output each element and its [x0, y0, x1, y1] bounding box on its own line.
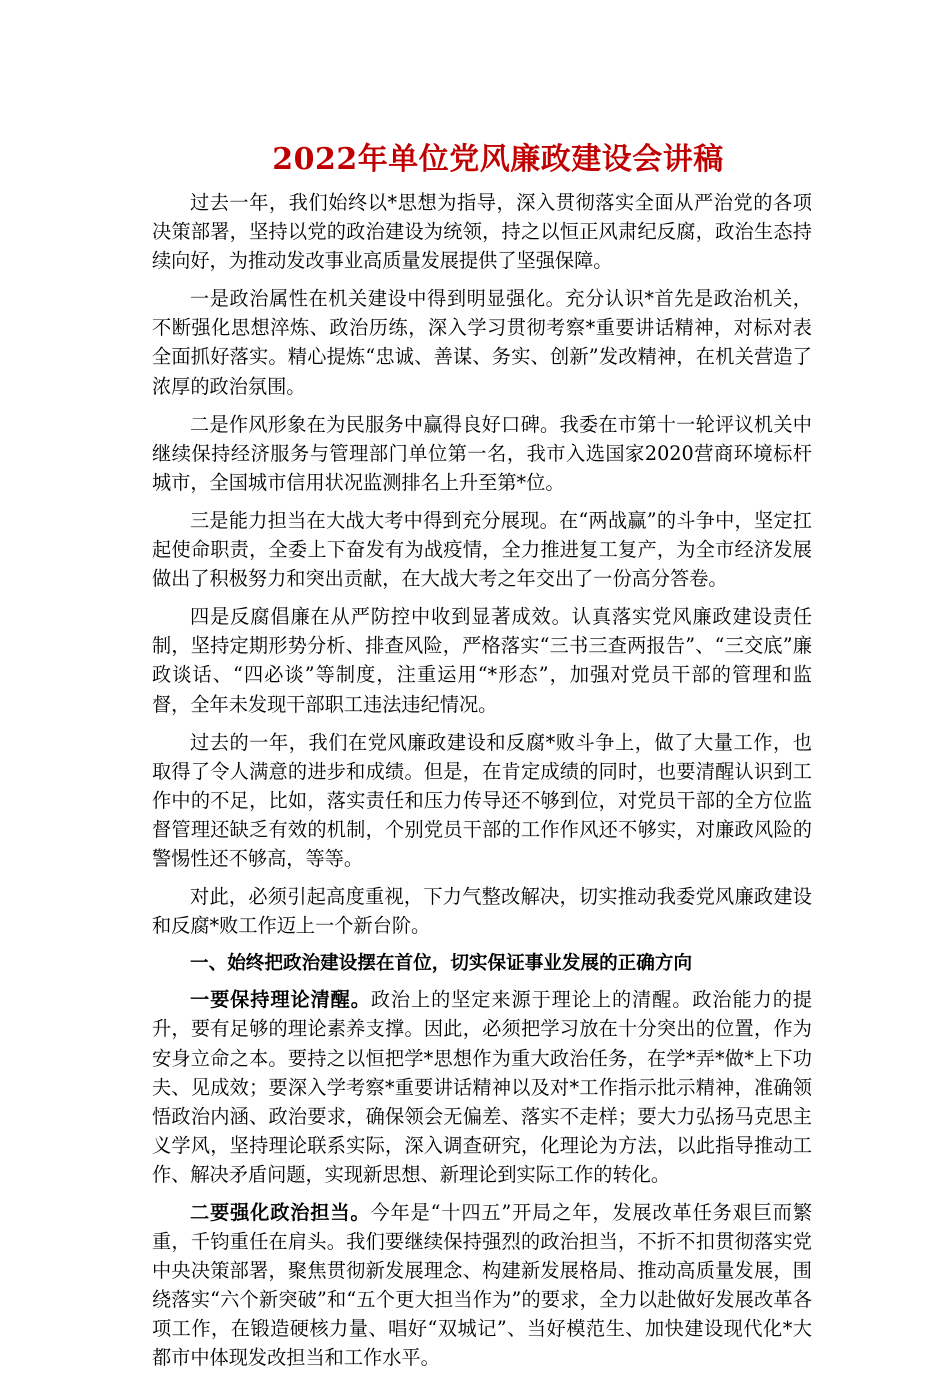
paragraph-lead: 一要保持理论清醒。 — [190, 988, 371, 1012]
paragraph-responsibility — [152, 1198, 812, 1373]
section-heading-1: 一、始终把政治建设摆在首位，切实保证事业发展的正确方向 — [190, 953, 693, 975]
paragraph-shortcomings: 过去的一年，我们在党风廉政建设和反腐*败斗争上，做了大量工作，也取得了令人满意的进步和成绩。但是，在肯定成绩的同时，也要清醒认识到工作中的不足，比如，落实责任和压力传导还不够到位，对党员干部的全方位监督管理还缺乏有效的机制，个别党员干部的工作作风还不够实，对廉政风险的警惕性还不够高，等等。 — [152, 730, 812, 870]
paragraph-theory — [152, 985, 812, 1189]
paragraph-capability: 三是能力担当在大战大考中得到充分展现。在“两战赢”的斗争中，坚定扛起使命职责，全委上下奋发有为战疫情，全力推进复工复产，为全市经济发展做出了积极努力和突出贡献，在大战大考之年交出了一份高分答卷。 — [152, 508, 812, 591]
paragraph-text: 政治上的坚定来源于理论上的清醒。政治能力的提升，要有足够的理论素养支撑。因此，必须把学习放在十分突出的位置，作为安身立命之本。要持之以恒把学*思想作为重大政治任务，在学*弄*做*上下功夫、见成效；要深入学考察*重要讲话精神以及对*工作指示批示精神，准确领悟政治内涵、政治要求，确保领会无偏差、落实不走样；要大力弘扬马克思主义学风，坚持理论联系实际，深入调查研究，化理论为方法，以此指导推动工作、解决矛盾问题，实现新思想、新理论到实际工作的转化。 — [152, 988, 812, 1186]
paragraph-rectification: 对此，必须引起高度重视，下力气整改解决，切实推动我委党风廉政建设和反腐*败工作迈上一个新台阶。 — [152, 885, 812, 938]
paragraph-work-style: 二是作风形象在为民服务中赢得良好口碑。我委在市第十一轮评议机关中继续保持经济服务与管理部门单位第一名，我市入选国家2020营商环境标杆城市，全国城市信用状况监测排名上升至第*位。 — [152, 412, 812, 494]
document-title: 2022年单位党风廉政建设会讲稿 — [272, 142, 724, 177]
paragraph-intro: 过去一年，我们始终以*思想为指导，深入贯彻落实全面从严治党的各项决策部署，坚持以党的政治建设为统领，持之以恒正风肃纪反腐，政治生态持续向好，为推动发改事业高质量发展提供了坚强保障。 — [152, 191, 812, 273]
paragraph-anti-corruption: 四是反腐倡廉在从严防控中收到显著成效。认真落实党风廉政建设责任制，坚持定期形势分析、排查风险，严格落实“三书三查两报告”、“三交底”廉政谈话、“四必谈”等制度，注重运用“*形态”，加强对党员干部的管理和监督，全年未发现干部职工违法违纪情况。 — [152, 605, 812, 716]
paragraph-political-attribute: 一是政治属性在机关建设中得到明显强化。充分认识*首先是政治机关，不断强化思想淬炼、政治历练，深入学习贯彻考察*重要讲话精神，对标对表全面抓好落实。精心提炼“忠诚、善谋、务实、创新”发改精神，在机关营造了浓厚的政治氛围。 — [152, 287, 812, 398]
paragraph-text: 今年是“十四五”开局之年，发展改革任务艰巨而繁重，千钧重任在肩头。我们要继续保持强烈的政治担当，不折不扣贯彻落实党中央决策部署，聚焦贯彻新发展理念、构建新发展格局、推动高质量发展，围绕落实“六个新突破”和“五个更大担当作为”的要求，全力以赴做好发展改革各项工作，在锻造硬核力量、唱好“双城记”、当好模范生、加快建设现代化*大都市中体现发改担当和工作水平。 — [152, 1201, 813, 1370]
document-body — [152, 188, 812, 1382]
paragraph-lead: 二要强化政治担当。 — [190, 1201, 371, 1224]
